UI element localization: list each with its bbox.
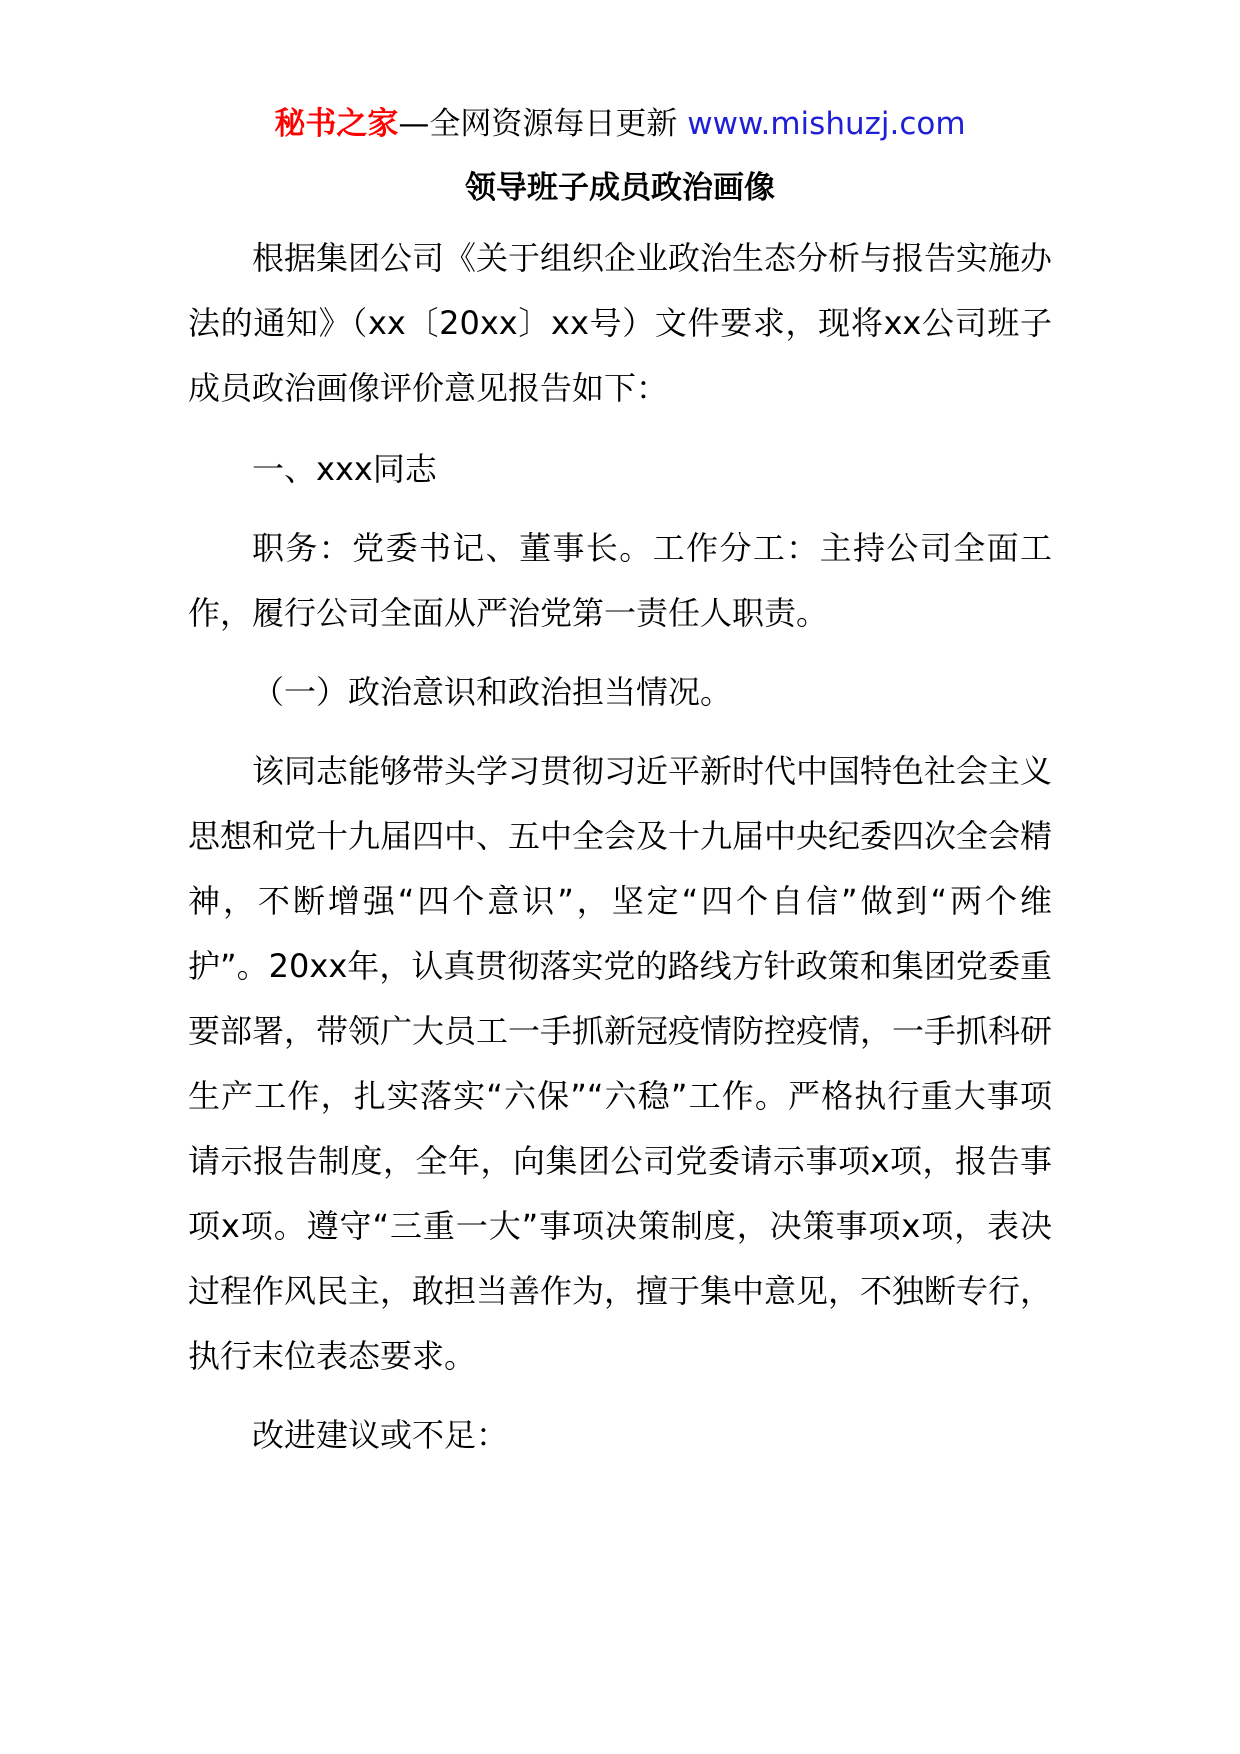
brand-name: 秘书之家	[274, 106, 399, 142]
intro-paragraph: 根据集团公司《关于组织企业政治生态分析与报告实施办法的通知》（xx〔20xx〕xx号）文件要求，现将xx公司班子成员政治画像评价意见报告如下：	[188, 239, 1053, 407]
subsection-heading: （一）政治意识和政治担当情况。	[252, 673, 733, 711]
improvement-heading: 改进建议或不足：	[252, 1416, 509, 1454]
document-title: 领导班子成员政治画像	[465, 170, 775, 206]
banner-tagline: —全网资源每日更新	[398, 106, 678, 142]
site-banner	[0, 104, 1240, 144]
section-heading: 一、xxx同志	[252, 450, 437, 488]
document-body	[188, 226, 1052, 1468]
site-url[interactable]: www.mishuzj.com	[687, 106, 966, 142]
duties-paragraph: 职务：党委书记、董事长。工作分工：主持公司全面工作，履行公司全面从严治党第一责任人职责。	[188, 529, 1052, 632]
body-paragraph: 该同志能够带头学习贯彻习近平新时代中国特色社会主义思想和党十九届四中、五中全会及十九届中央纪委四次全会精神，不断增强“四个意识”，坚定“四个自信”做到“两个维护”。20xx年，认真贯彻落实党的路线方针政策和集团党委重要部署，带领广大员工一手抓新冠疫情防控疫情，一手抓科研生产工作，扎实落实“六保”“六稳”工作。严格执行重大事项请示报告制度，全年，向集团公司党委请示事项x项，报告事项x项。遵守“三重一大”事项决策制度，决策事项x项，表决过程作风民主，敢担当善作为，擅于集中意见，不独断专行，执行末位表态要求。	[188, 752, 1053, 1375]
